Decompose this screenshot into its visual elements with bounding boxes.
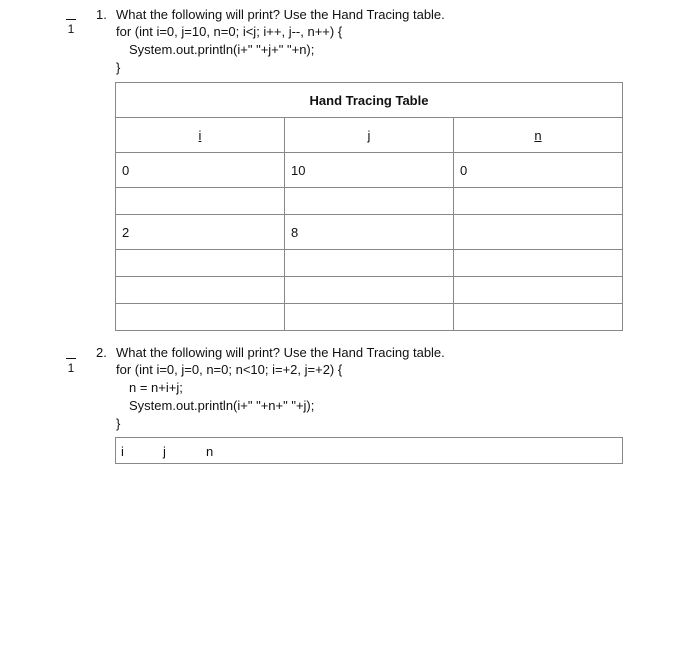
table-cell[interactable]: 2 bbox=[116, 215, 285, 250]
q2-score-total: 1 bbox=[67, 361, 75, 375]
answer-header-i: i bbox=[121, 444, 124, 459]
score-blank[interactable] bbox=[66, 349, 76, 359]
table-row bbox=[116, 215, 623, 250]
q1-score bbox=[64, 10, 78, 36]
table-row bbox=[116, 250, 623, 277]
answer-header-j: j bbox=[163, 444, 166, 459]
hand-tracing-table bbox=[115, 82, 623, 331]
table-row bbox=[116, 188, 623, 215]
q2-number: 2. bbox=[96, 345, 107, 360]
table-cell[interactable] bbox=[454, 304, 623, 331]
table-cell[interactable] bbox=[116, 188, 285, 215]
table-cell[interactable] bbox=[116, 277, 285, 304]
table-cell[interactable] bbox=[285, 188, 454, 215]
header-i: i bbox=[116, 118, 285, 153]
q2-score bbox=[64, 349, 78, 375]
table-title: Hand Tracing Table bbox=[116, 83, 623, 118]
q2-code-line-1: for (int i=0, j=0, n=0; n<10; i=+2, j=+2) { bbox=[116, 362, 343, 377]
q1-code-line-1: for (int i=0, j=10, n=0; i<j; i++, j--, n++) { bbox=[116, 24, 343, 39]
q1-code-line-2: System.out.println(i+" "+j+" "+n); bbox=[129, 42, 315, 57]
q2-code-line-3: System.out.println(i+" "+n+" "+j); bbox=[129, 398, 315, 413]
table-cell[interactable] bbox=[285, 250, 454, 277]
table-cell[interactable] bbox=[454, 277, 623, 304]
table-cell[interactable] bbox=[285, 277, 454, 304]
header-j: j bbox=[285, 118, 454, 153]
table-cell[interactable] bbox=[454, 250, 623, 277]
q2-code-line-4: } bbox=[116, 416, 121, 431]
table-cell[interactable]: 8 bbox=[285, 215, 454, 250]
table-cell[interactable]: 0 bbox=[116, 153, 285, 188]
table-cell[interactable] bbox=[116, 304, 285, 331]
answer-header-n: n bbox=[206, 444, 214, 459]
table-row bbox=[116, 277, 623, 304]
table-cell[interactable] bbox=[454, 215, 623, 250]
table-row bbox=[116, 304, 623, 331]
table-cell[interactable]: 0 bbox=[454, 153, 623, 188]
q2-answer-box[interactable] bbox=[115, 437, 623, 464]
q1-score-total: 1 bbox=[67, 22, 75, 36]
table-cell[interactable] bbox=[454, 188, 623, 215]
table-cell[interactable] bbox=[285, 304, 454, 331]
table-row bbox=[116, 153, 623, 188]
q1-prompt: What the following will print? Use the Hand Tracing table. bbox=[116, 7, 445, 22]
table-cell[interactable]: 10 bbox=[285, 153, 454, 188]
q1-code-line-3: } bbox=[116, 60, 121, 75]
score-blank[interactable] bbox=[66, 10, 76, 20]
q1-number: 1. bbox=[96, 7, 107, 22]
q2-prompt: What the following will print? Use the Hand Tracing table. bbox=[116, 345, 445, 360]
header-n: n bbox=[454, 118, 623, 153]
q2-code-line-2: n = n+i+j; bbox=[129, 380, 183, 395]
table-cell[interactable] bbox=[116, 250, 285, 277]
